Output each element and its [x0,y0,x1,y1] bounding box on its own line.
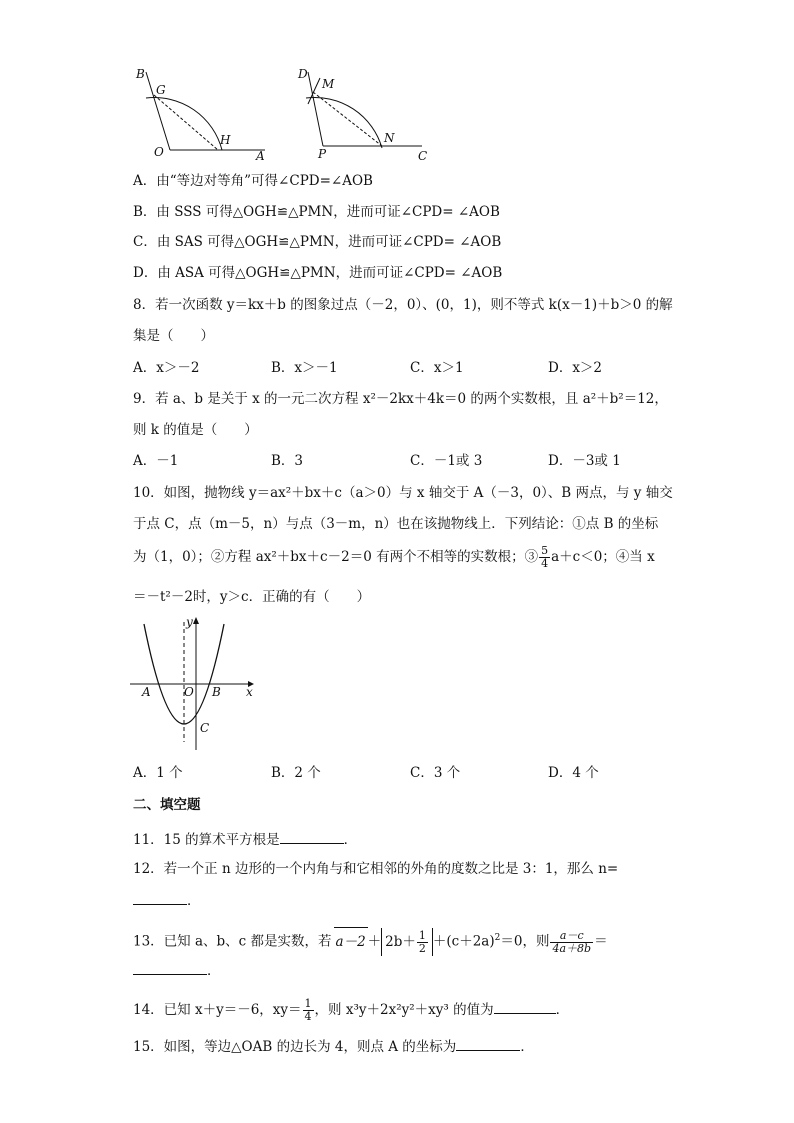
q15: 15．如图，等边△OAB 的边长为 4，则点 A 的坐标为 ． [133,1036,534,1056]
q7-option-c: C．由 SAS 可得△OGH≌△PMN，进而可证∠CPD= ∠AOB [133,234,502,250]
q15-answer-blank[interactable] [456,1036,520,1051]
section-title: 二、填空题 [133,797,201,813]
q8-option-a: A．x＞－2 [133,360,200,376]
label-O: O [154,145,164,159]
q13-sqrt: a－2 [334,927,368,956]
q13-answer-line: ． [133,960,221,980]
q10-option-a: A．1 个 [133,765,183,781]
q13-target-fraction: $\frac{a-c}{4a+8b}$ [552,928,592,955]
q13-square-term: ＋(c＋2a) [432,933,495,950]
q10-stem-line1: 10．如图，抛物线 y＝ax²＋bx＋c（a＞0）与 x 轴交于 A（－3，0）、B 两点，与 y 轴交 [133,485,673,501]
q14-answer-blank[interactable] [494,999,556,1014]
label-A: A [256,149,265,163]
q13: 13．已知 a、b、c 都是实数，若 a－2 ＋ 2b＋ $\frac{1}{2}$ $+(c+2a)^2=0$，则 $\frac{a-c}{4a+8b}$ ＝ [133,928,608,955]
q10-line3-part-a: 为（1，0）；②方程 ax²＋bx＋c－2＝0 有两个不相等的实数根；③ [133,549,539,565]
q14-fraction: $\frac{1}{4}$ [304,997,312,1023]
q8-option-c: C．x＞1 [410,360,464,376]
q10-option-d: D．4 个 [548,765,599,781]
q9-option-d: D．－3或 1 [548,453,621,469]
q13-prefix: 13．已知 a、b、c 都是实数，若 [133,933,332,950]
q10-stem-line3 [133,545,655,570]
q9-stem-line1: 9．若 a、b 是关于 x 的一元二次方程 x²－2kx＋4k＝0 的两个实数根，且 a²＋b²＝12， [133,391,668,407]
label-D: D [298,67,308,81]
q14-middle: ，则 x³y＋2x²y²＋xy³ 的值为 [314,1002,494,1018]
label-B: B [136,67,145,81]
q9-option-c: C．－1或 3 [410,453,483,469]
q8-stem-line1: 8．若一次函数 y＝kx＋b 的图象过点（－2，0）、(0，1)，则不等式 k(x－1)＋b＞0 的解 [133,297,673,313]
q8-option-d: D．x＞2 [548,360,603,376]
q11: 11．15 的算术平方根是 ． [133,829,357,849]
label-C: C [200,721,210,735]
label-C: C [418,149,428,163]
q9-option-b: B．3 [271,453,304,469]
angle-construction-figure [130,62,450,164]
q12-answer-line: ． [133,890,201,910]
q14-prefix: 14．已知 x＋y＝－6，xy＝ [133,1002,302,1018]
q13-abs: 2b＋ $\frac{1}{2}$ [381,928,433,956]
label-M: M [322,77,335,91]
parabola-figure [130,614,260,754]
q8-option-b: B．x＞－1 [271,360,338,376]
label-x: x [246,685,253,699]
label-G: G [156,83,166,97]
q10-fraction-five-fourths: $\frac{5}{4}$ [541,544,549,570]
q10-line3-part-b: a＋c＜0；④当 x [551,549,655,565]
label-y: y [186,615,193,629]
q12: 12．若一个正 n 边形的一个内角与和它相邻的外角的度数之比是 3：1，那么 n= [133,861,619,877]
q8-stem-line2: 集是（ ） [133,328,214,344]
q7-option-a: A．由“等边对等角”可得∠CPD=∠AOB [133,173,373,189]
label-A: A [142,685,151,699]
q7-option-d: D．由 ASA 可得△OGH≌△PMN，进而可证∠CPD= ∠AOB [133,265,503,281]
q12-answer-blank[interactable] [133,890,187,905]
q11-answer-blank[interactable] [280,829,344,844]
q14: 14．已知 x＋y＝－6，xy＝ $\frac{1}{4}$ ，则 x³y＋2x²y²＋xy³ 的值为 ． [133,997,570,1023]
q11-text: 11．15 的算术平方根是 [133,832,280,848]
label-B: B [212,685,221,699]
label-N: N [384,131,395,145]
q13-answer-blank[interactable] [133,960,207,975]
left-angle-figure [135,67,265,163]
q10-option-b: B．2 个 [271,765,321,781]
q9-stem-line2: 则 k 的值是（ ） [133,422,258,438]
q7-option-b: B．由 SSS 可得△OGH≌△PMN，进而可证∠CPD= ∠AOB [133,204,500,220]
label-P: P [318,147,327,161]
q10-stem-line2: 于点 C，点（m－5，n）与点（3－m，n）也在该抛物线上．下列结论：①点 B 的坐标 [133,516,659,532]
q9-option-a: A．－1 [133,453,179,469]
right-angle-figure [297,67,427,163]
q10-stem-line4: ＝－t²－2时，y＞c．正确的有（ ） [133,589,371,605]
q15-text: 15．如图，等边△OAB 的边长为 4，则点 A 的坐标为 [133,1039,457,1055]
label-O: O [184,685,194,699]
q10-option-c: C．3 个 [410,765,461,781]
label-H: H [220,133,231,147]
